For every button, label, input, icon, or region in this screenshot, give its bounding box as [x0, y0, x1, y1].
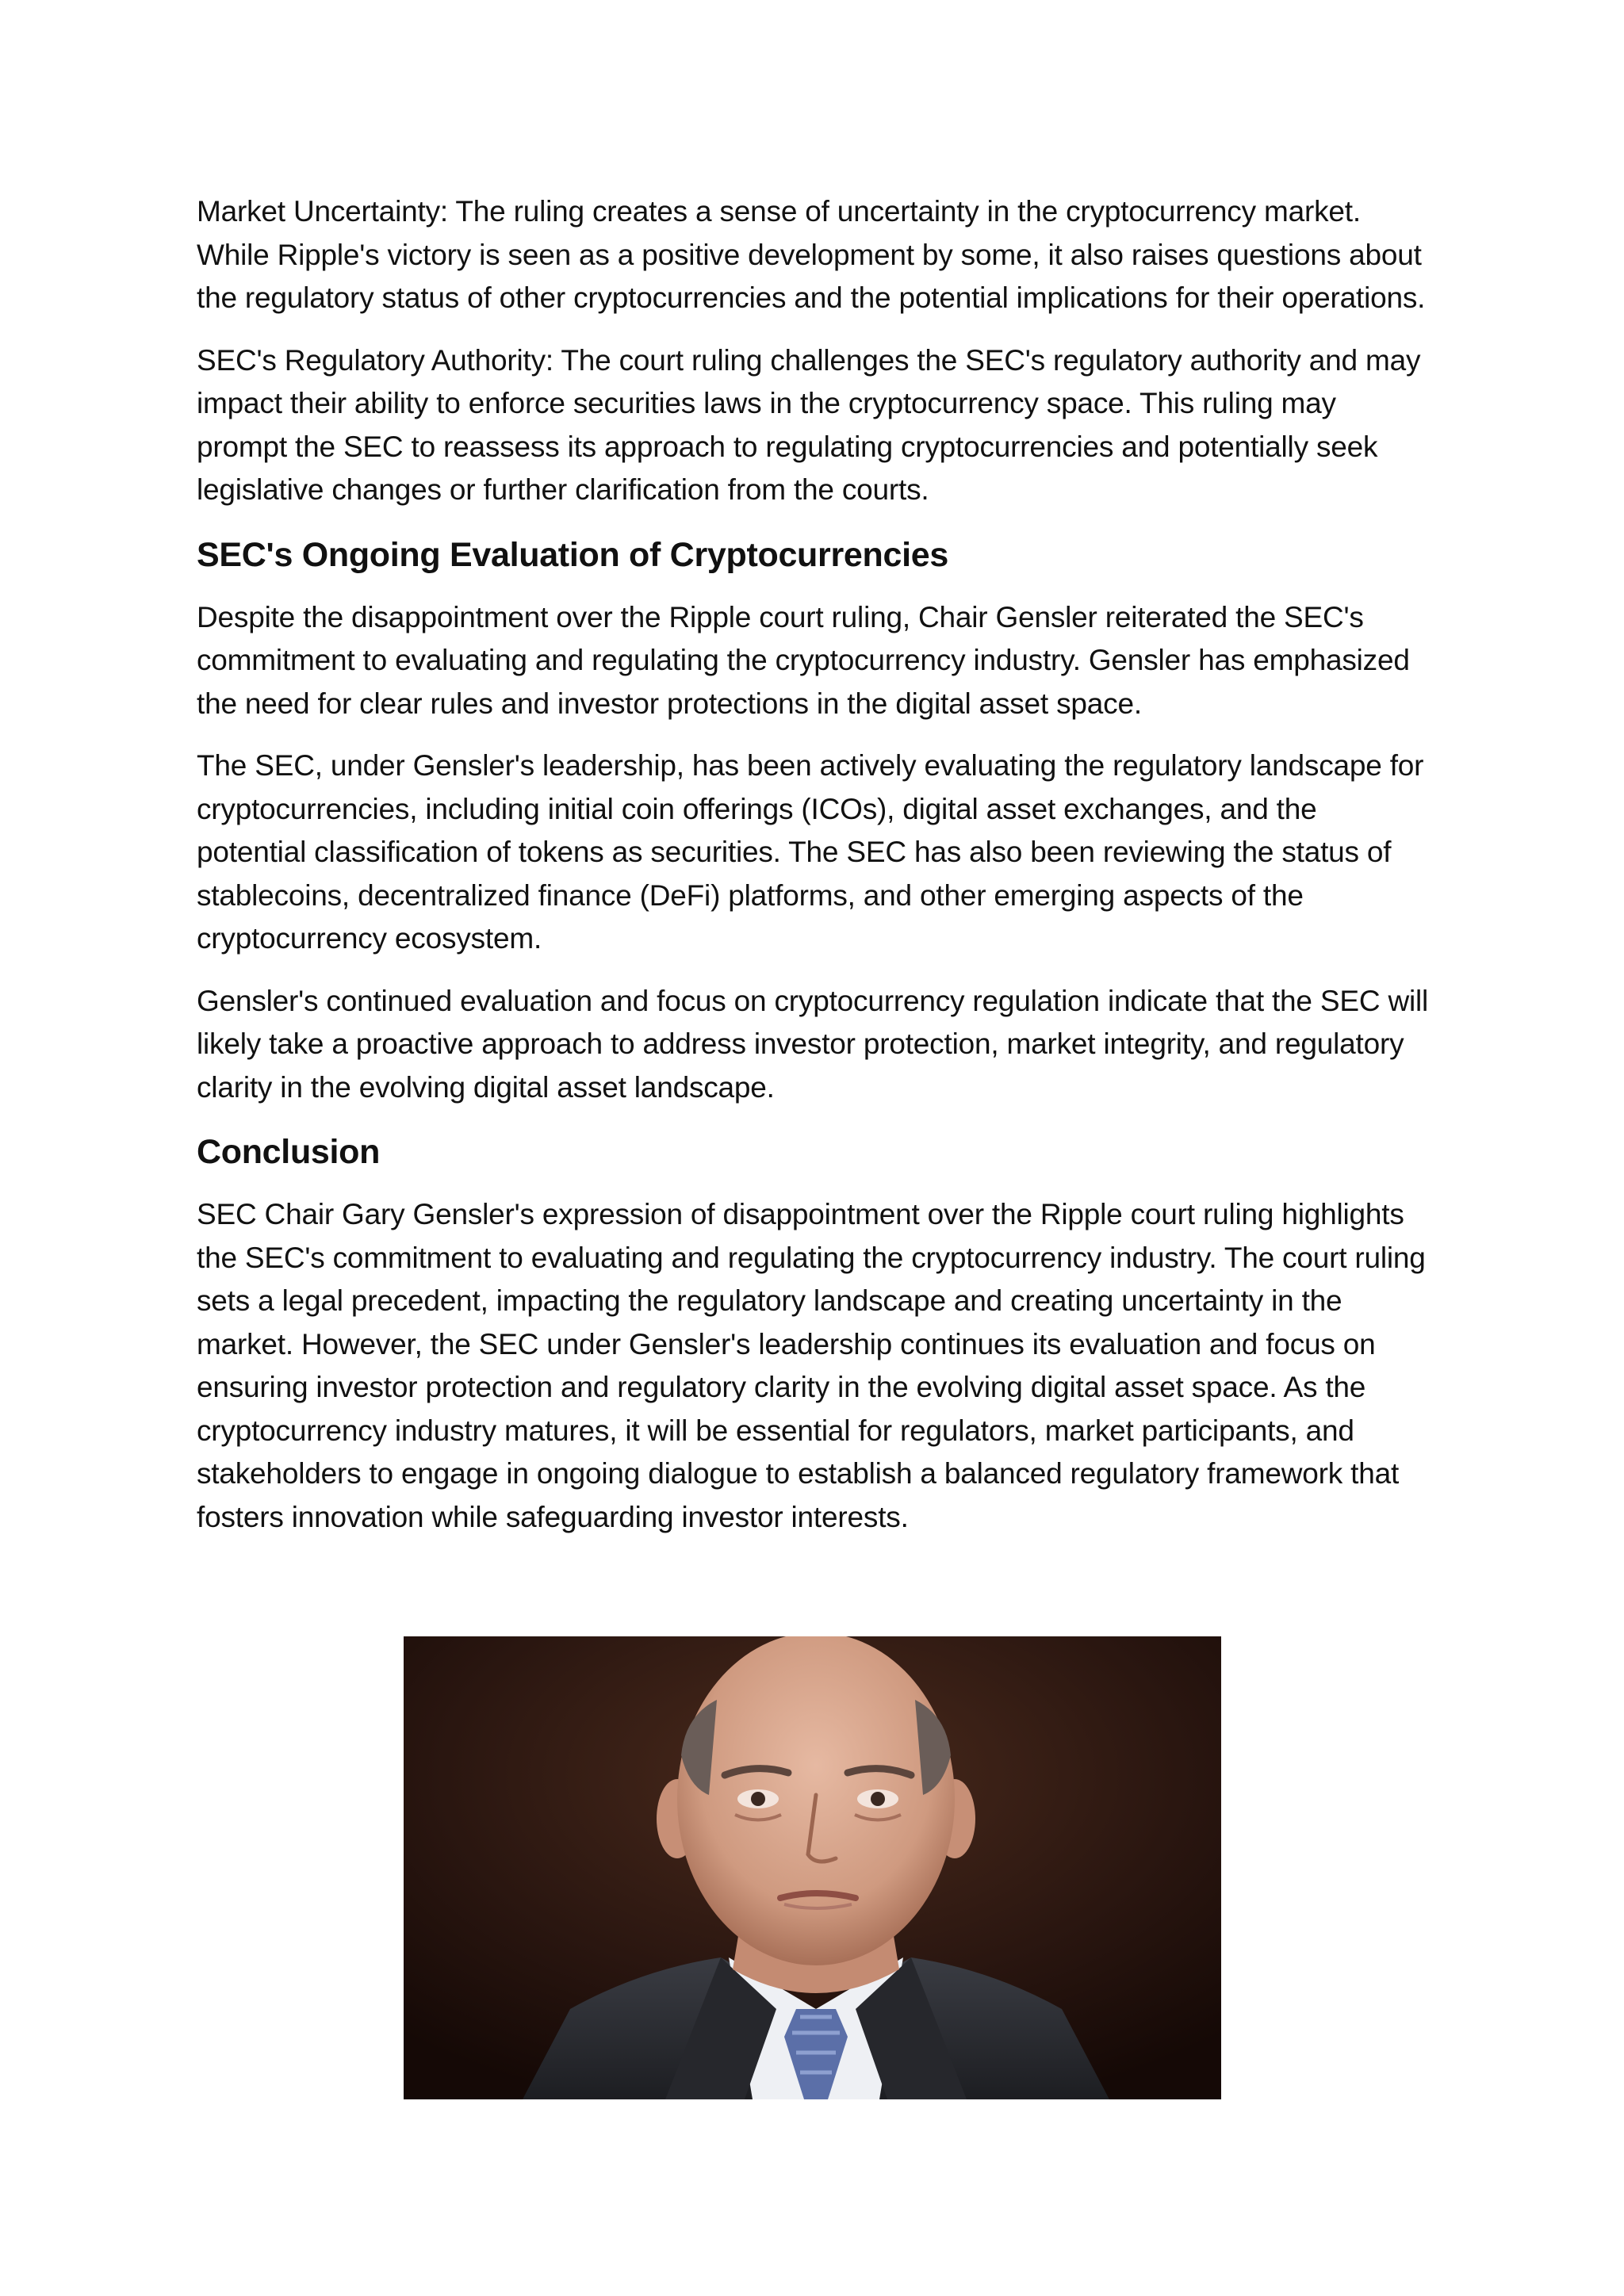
paragraph-conclusion: SEC Chair Gary Gensler's expression of disappointment over the Ripple court ruling highlights the SEC's commitment to evaluating and regulating the cryptocurrency industry. The court ruling sets a legal precedent, impacting the regulatory landscape and creating uncertainty in the market. However, the SEC under Gensler's leadership continues its evaluation and focus on ensuring investor protection and regulatory clarity in the evolving digital asset space. As the cryptocurrency industry matures, it will be essential for regulators, market participants, and stakeholders to engage in ongoing dialogue to establish a balanced regulatory framework that fosters innovation while safeguarding investor interests. [197, 1198, 1426, 1533]
heading-conclusion: Conclusion [197, 1133, 381, 1171]
paragraph-evaluation-1: Despite the disappointment over the Ripple court ruling, Chair Gensler reiterated the SEC's commitment to evaluating and regulating the cryptocurrency industry. Gensler has emphasized the need for clear rules and investor protections in the digital asset space. [197, 600, 1410, 720]
portrait-illustration [404, 1636, 1221, 2099]
paragraph-evaluation-2: The SEC, under Gensler's leadership, has been actively evaluating the regulatory landscape for cryptocurrencies, including initial coin offerings (ICOs), digital asset exchanges, and the potential classification of tokens as securities. The SEC has also been reviewing the status of stablecoins, decentralized finance (DeFi) platforms, and other emerging aspects of the cryptocurrency ecosystem. [197, 749, 1424, 955]
paragraph-market-uncertainty: Market Uncertainty: The ruling creates a sense of uncertainty in the cryptocurrency market. While Ripple's victory is seen as a positive development by some, it also raises questions about the regulatory status of other cryptocurrencies and the potential implications for their operations. [197, 195, 1426, 314]
paragraph-evaluation-3: Gensler's continued evaluation and focus on cryptocurrency regulation indicate that the SEC will likely take a proactive approach to address investor protection, market integrity, and regulatory clarity in the evolving digital asset landscape. [197, 984, 1429, 1104]
paragraph-sec-authority: SEC's Regulatory Authority: The court ruling challenges the SEC's regulatory authority and may impact their ability to enforce securities laws in the cryptocurrency space. This ruling may prompt the SEC to reassess its approach to regulating cryptocurrencies and potentially seek legislative changes or further clarification from the courts. [197, 343, 1421, 506]
document-body [197, 190, 1434, 1558]
heading-ongoing-evaluation: SEC's Ongoing Evaluation of Cryptocurrencies [197, 535, 948, 574]
portrait-photo [404, 1636, 1221, 2099]
